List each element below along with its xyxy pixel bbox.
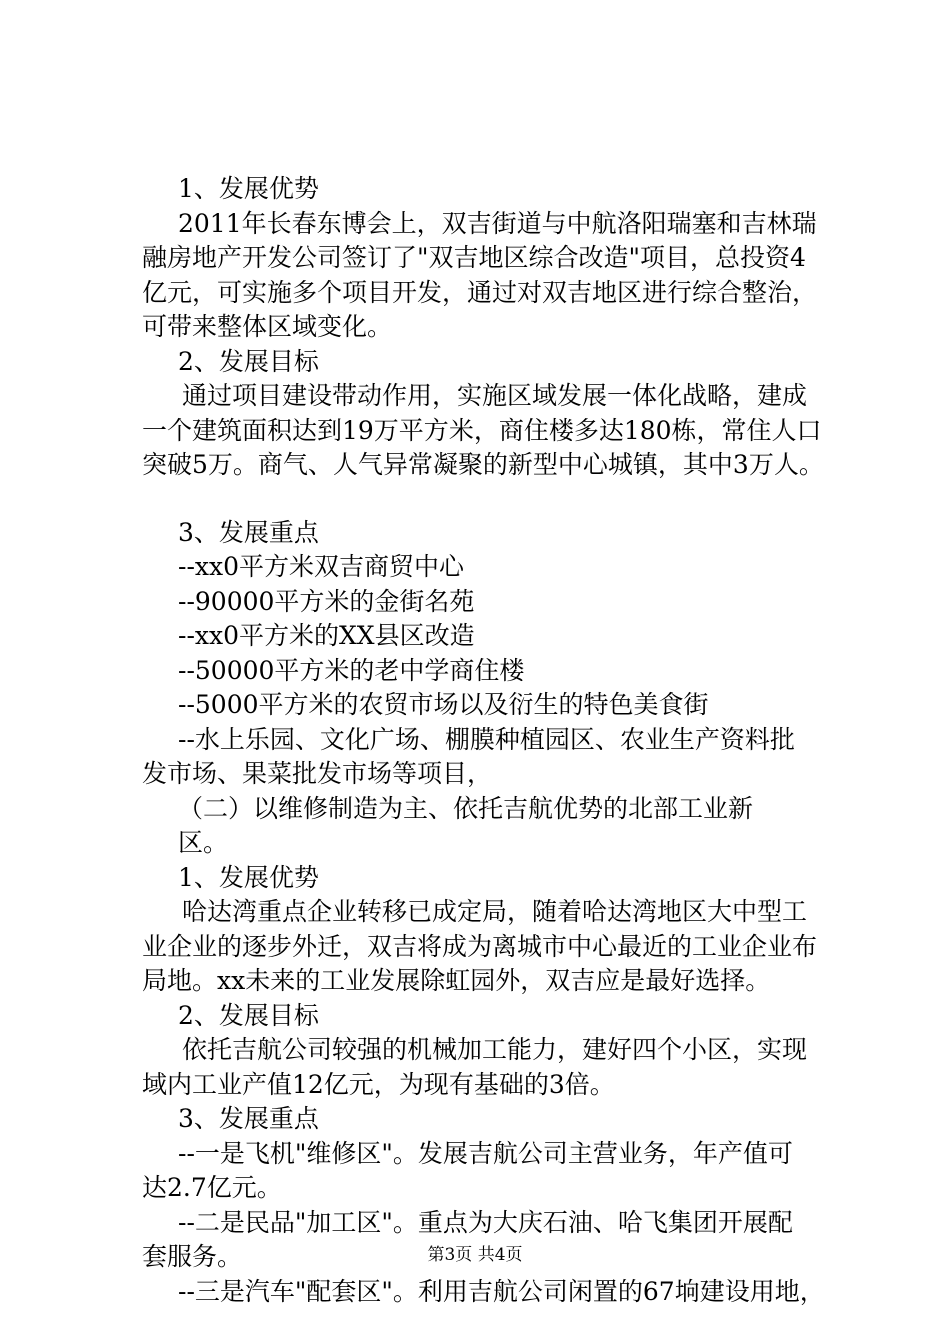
list-item-continuation: 套服务。 bbox=[142, 1242, 243, 1271]
list-item: --90000平方米的金街名苑 bbox=[178, 586, 475, 616]
page-footer: 第3页 共4页 bbox=[427, 1245, 523, 1265]
blank-line bbox=[142, 483, 842, 516]
list-item-continuation: 发市场、果菜批发市场等项目， bbox=[142, 759, 493, 788]
paragraph-line: 融房地产开发公司签订了"双吉地区综合改造"项目，总投资4 bbox=[142, 243, 806, 272]
heading-focus-1: 3、发展重点 bbox=[178, 517, 319, 547]
list-item: --50000平方米的老中学商住楼 bbox=[178, 655, 525, 685]
list-item: --二是民品"加工区"。重点为大庆石油、哈飞集团开展配 bbox=[178, 1207, 793, 1237]
section-heading-continuation: 区。 bbox=[178, 828, 229, 857]
paragraph-line: 2011年长春东博会上，双吉街道与中航洛阳瑞塞和吉林瑞 bbox=[178, 208, 817, 238]
list-item: --5000平方米的农贸市场以及衍生的特色美食街 bbox=[178, 690, 709, 719]
paragraph-line: 域内工业产值12亿元，为现有基础的3倍。 bbox=[142, 1069, 615, 1099]
paragraph-line: 局地。xx未来的工业发展除虹园外，双吉应是最好选择。 bbox=[142, 966, 771, 995]
paragraph-line: 可带来整体区域变化。 bbox=[142, 312, 393, 341]
paragraph-line: 一个建筑面积达到19万平方米，商住楼多达180栋，常住人口 bbox=[142, 415, 822, 445]
heading-focus-2: 3、发展重点 bbox=[178, 1104, 319, 1133]
heading-advantage-1: 1、发展优势 bbox=[178, 174, 319, 203]
list-item: --xx0平方米双吉商贸中心 bbox=[178, 552, 464, 581]
heading-advantage-2: 1、发展优势 bbox=[178, 862, 319, 892]
paragraph-line: 突破5万。商气、人气异常凝聚的新型中心城镇，其中3万人。 bbox=[142, 450, 824, 479]
list-item: --水上乐园、文化广场、棚膜种植园区、农业生产资料批 bbox=[178, 724, 795, 754]
section-heading: （二）以维修制造为主、依托吉航优势的北部工业新 bbox=[178, 793, 754, 823]
list-item-continuation: 达2.7亿元。 bbox=[142, 1173, 282, 1202]
paragraph-line: 依托吉航公司较强的机械加工能力，建好四个小区，实现 bbox=[182, 1035, 808, 1064]
paragraph-line: 业企业的逐步外迁，双吉将成为离城市中心最近的工业企业布 bbox=[142, 931, 818, 961]
paragraph-line: 哈达湾重点企业转移已成定局，随着哈达湾地区大中型工 bbox=[182, 897, 808, 926]
list-item: --三是汽车"配套区"。利用吉航公司闲置的67垧建设用地， bbox=[178, 1276, 825, 1306]
list-item: --一是飞机"维修区"。发展吉航公司主营业务，年产值可 bbox=[178, 1138, 793, 1168]
paragraph-line: 亿元，可实施多个项目开发，通过对双吉地区进行综合整治， bbox=[142, 277, 818, 307]
heading-goal-2: 2、发展目标 bbox=[178, 1000, 319, 1030]
heading-goal-1: 2、发展目标 bbox=[178, 346, 319, 376]
list-item: --xx0平方米的XX县区改造 bbox=[178, 621, 475, 650]
document-body bbox=[142, 172, 842, 1309]
paragraph-line: 通过项目建设带动作用，实施区域发展一体化战略，建成 bbox=[182, 381, 808, 410]
